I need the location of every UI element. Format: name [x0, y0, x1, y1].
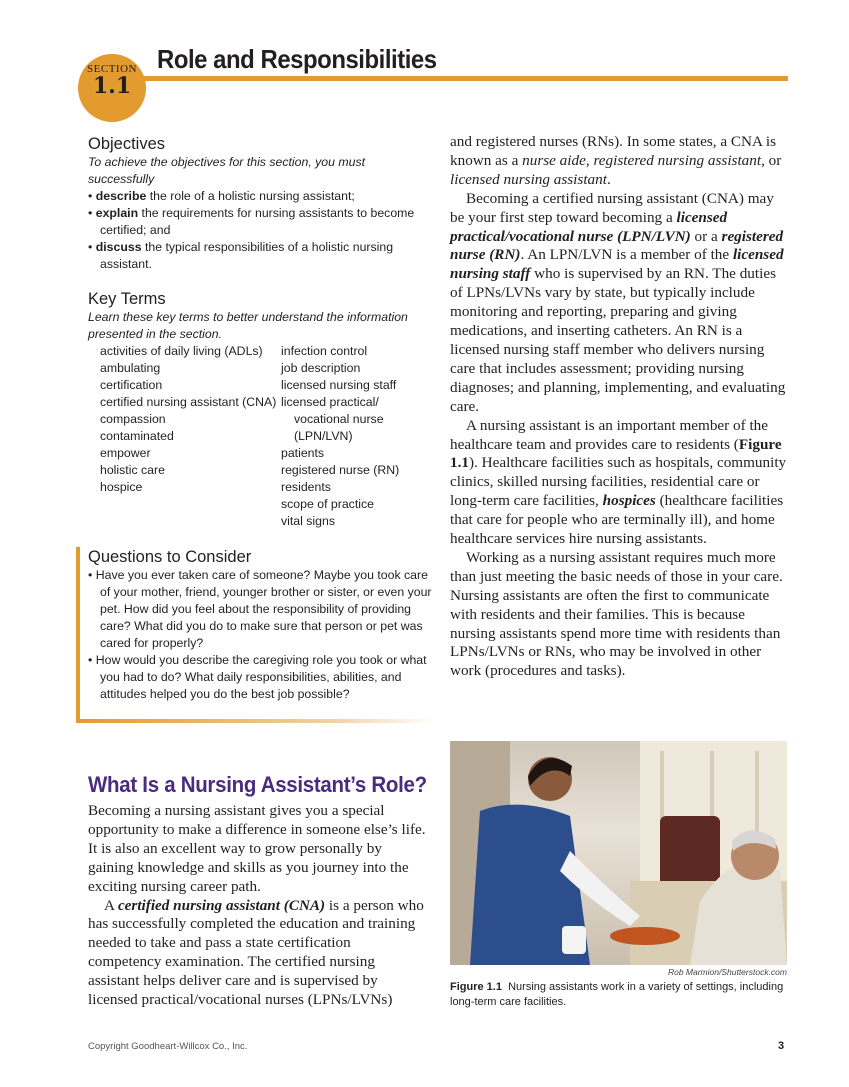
figure-label: Figure 1.1: [450, 981, 502, 993]
key-term: patients: [281, 446, 325, 460]
paragraph: and registered nurses (RNs). In some states, a CNA is known as a nurse aide, registered nursing assistant, or licensed nursing assistant.: [450, 133, 782, 188]
key-term: ambulating: [100, 361, 161, 375]
figure-reference[interactable]: Figure 1.1: [450, 435, 782, 472]
key-term: holistic care: [100, 463, 165, 477]
role-body: [88, 802, 426, 1010]
figure-photo: [450, 741, 787, 965]
section-badge: [78, 54, 146, 122]
role-heading: What Is a Nursing Assistant’s Role?: [88, 772, 427, 797]
key-term: compassion: [100, 412, 166, 426]
key-term: residents: [281, 480, 331, 494]
key-term: hospice: [100, 480, 143, 494]
objective-item: • explain the requirements for nursing assistants to become certified; and: [88, 205, 433, 239]
paragraph: Becoming a nursing assistant gives you a special opportunity to make a difference in someone else’s life. It is also an excellent way to grow personally by gaining knowledge and skills as you journey into the exciting nursing career path.: [88, 802, 426, 895]
objectives-intro: To achieve the objectives for this section, you must successfully: [88, 155, 366, 186]
key-term: empower: [100, 446, 151, 460]
questions-bottom-rule: [76, 719, 436, 723]
page-number: 3: [778, 1040, 785, 1052]
paragraph: Working as a nursing assistant requires much more than just meeting the basic needs of those in your care. Nursing assistants are often the first to communicate with residents and their families. This is because nursing assistants spend more time with residents than LPNs/LVNs or RNs, who may be involved in other work (procedures and tasks).: [450, 548, 783, 680]
key-term: licensed practical/ vocational nurse (LPN/LVN): [281, 395, 384, 443]
key-term: contaminated: [100, 429, 174, 443]
key-term: certification: [100, 378, 163, 392]
nursing-assistant-photo: [450, 741, 787, 965]
objective-item: • describe the role of a holistic nursing assistant;: [88, 188, 433, 205]
key-term: certified nursing assistant (CNA): [100, 395, 277, 409]
objectives-box: [88, 134, 433, 273]
key-term: scope of practice: [281, 497, 374, 511]
objective-item: • discuss the typical responsibilities of a holistic nursing assistant.: [88, 239, 433, 273]
key-term: registered nurse (RN): [281, 463, 400, 477]
key-term-emphasis: certified nursing assistant (CNA): [117, 896, 326, 914]
key-term: infection control: [281, 344, 368, 358]
question-item: • Have you ever taken care of someone? Maybe you took care of your mother, friend, younger brother or sister, or even your pet. How did you feel about the responsibility of providing care? What did you do to make sure that person or pet was cared for properly?: [88, 567, 434, 652]
questions-box: [76, 547, 434, 722]
key-terms-box: [88, 289, 433, 530]
paragraph: A nursing assistant is an important member of the healthcare team and provides care to residents (Figure 1.1). Healthcare facilities such as hospitals, community clinics, skilled nursing facilities, residential care or long-term care facilities, hospices (healthcare facilities that care for people who are terminally ill), and home healthcare services hire nursing assistants.: [450, 416, 787, 548]
title-rule: [140, 76, 788, 81]
key-terms-col1: [100, 343, 281, 530]
figure-caption: Figure 1.1 Nursing assistants work in a variety of settings, including long-term care facilities.: [450, 981, 784, 1008]
key-terms-col2: [281, 343, 441, 530]
right-column-body: [450, 133, 790, 681]
key-term: vital signs: [281, 514, 335, 528]
key-terms-intro: Learn these key terms to better understand the information presented in the section.: [88, 310, 408, 341]
key-term: job description: [281, 361, 361, 375]
section-label: SECTION: [87, 63, 137, 75]
page-title: Role and Responsibilities: [157, 44, 437, 74]
key-term: activities of daily living (ADLs): [100, 344, 263, 358]
section-number: 1.1: [92, 73, 132, 99]
question-item: • How would you describe the caregiving role you took or what you had to do? What daily responsibilities, abilities, and attitudes helped you do the best job possible?: [88, 652, 434, 703]
objectives-heading: Objectives: [88, 135, 166, 153]
footer-copyright: Copyright Goodheart-Willcox Co., Inc.: [88, 1041, 248, 1052]
photo-credit: Rob Marmion/Shutterstock.com: [667, 967, 787, 977]
paragraph: A certified nursing assistant (CNA) is a person who has successfully completed the education and training needed to take and pass a state certification competency examination. The certified nursing assistant helps deliver care and is supervised by licensed practical/vocational nurses (LPNs/LVNs): [88, 896, 424, 1009]
questions-heading: Questions to Consider: [88, 548, 252, 566]
key-terms-heading: Key Terms: [88, 290, 166, 308]
key-term: licensed nursing staff: [281, 378, 397, 392]
paragraph: Becoming a certified nursing assistant (CNA) may be your first step toward becoming a licensed practical/vocational nurse (LPN/LVN) or a registered nurse (RN). An LPN/LVN is a member of the licensed nursing staff who is supervised by an RN. The duties of LPNs/LVNs vary by state, but typically include monitoring and reporting, preparing and giving medications, and inserting catheters. An RN is a licensed nursing staff member who delivers nursing care that includes assessment; providing nursing diagnoses; and planning, implementing, and evaluating care.: [450, 189, 786, 415]
